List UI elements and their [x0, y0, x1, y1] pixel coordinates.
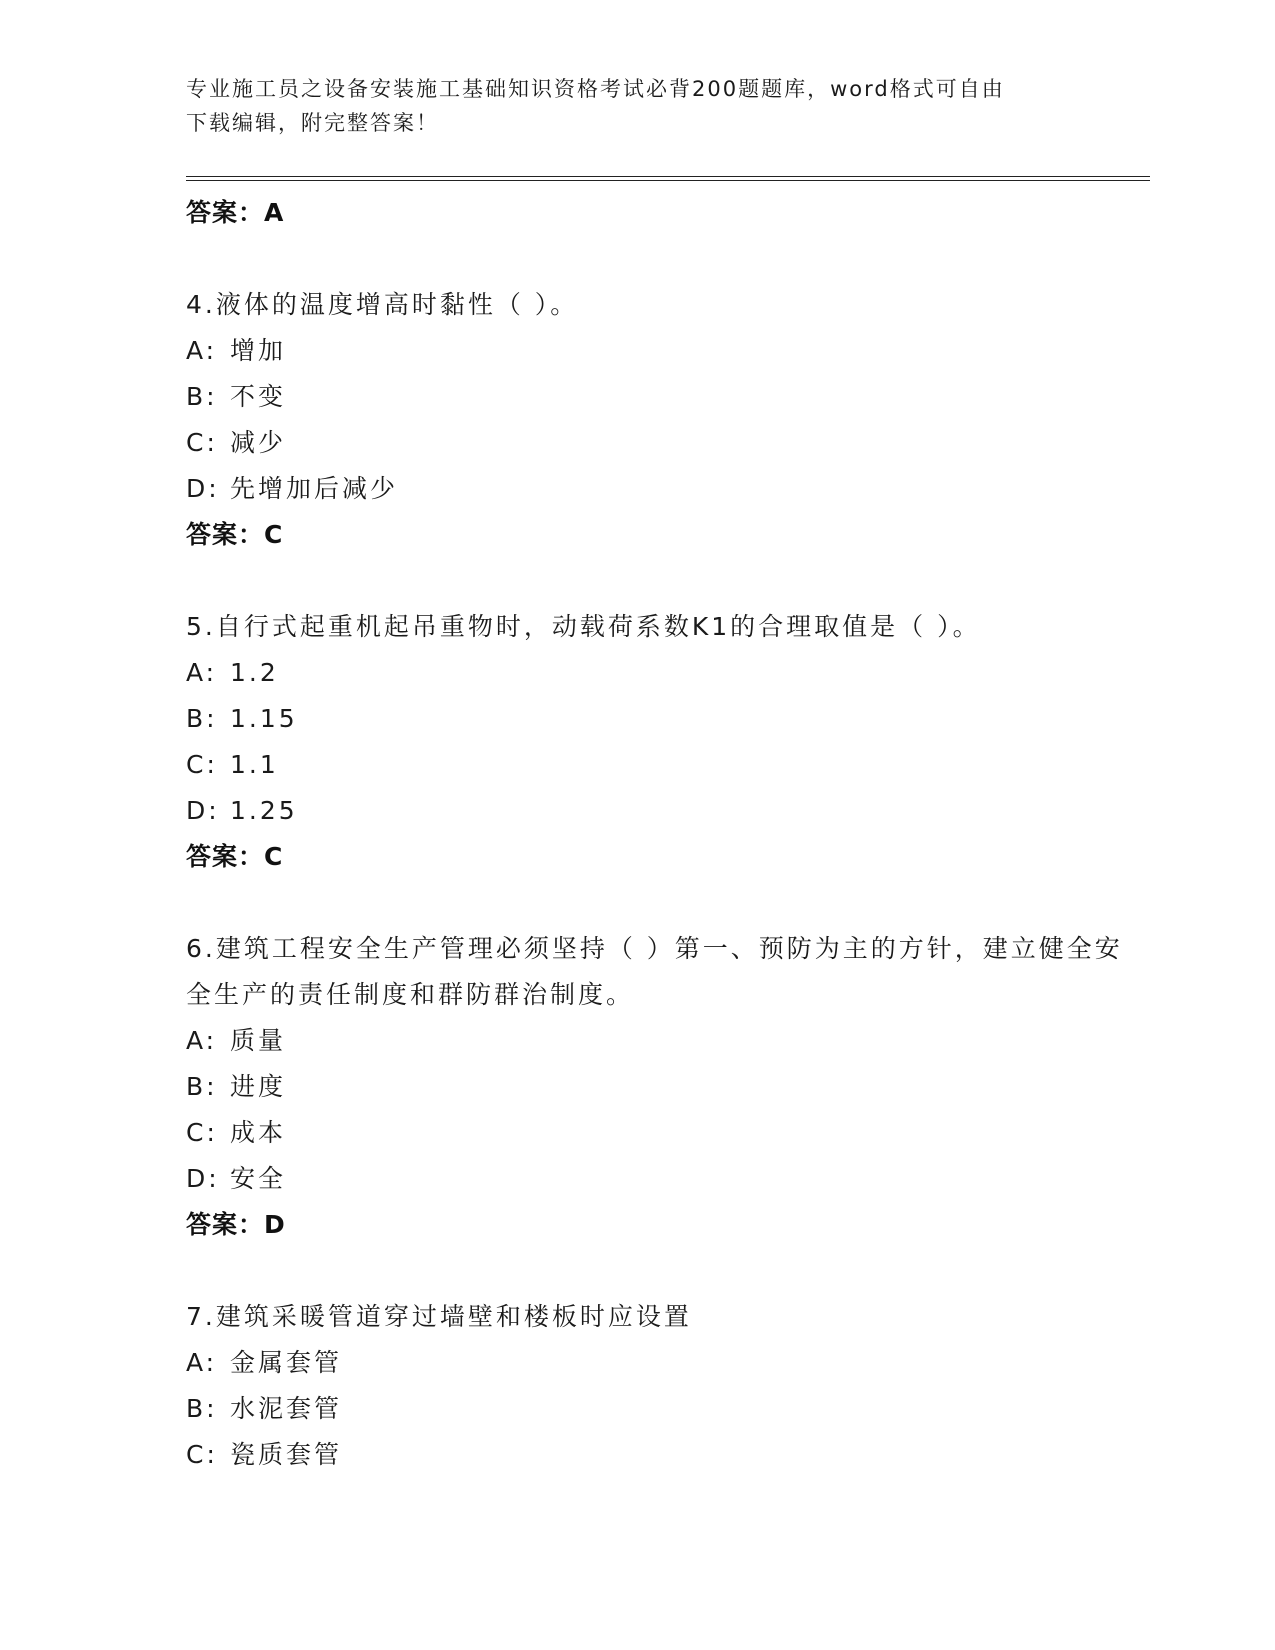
option-text: 减少: [230, 428, 287, 457]
option-key: C:: [186, 428, 218, 457]
header-divider: [186, 176, 1150, 181]
option-key: B:: [186, 1394, 218, 1423]
option-c: [186, 420, 1126, 466]
question-text: 5.自行式起重机起吊重物时，动载荷系数K1的合理取值是（ ）。: [186, 612, 981, 641]
option-key: C:: [186, 750, 218, 779]
option-key: D:: [186, 1164, 220, 1193]
header-line-2: 下载编辑，附完整答案！: [186, 111, 439, 135]
option-key: C:: [186, 1440, 218, 1469]
option-b: [186, 696, 1126, 742]
answer: [186, 834, 1126, 880]
option-key: B:: [186, 1072, 218, 1101]
question-text: 4.液体的温度增高时黏性（ ）。: [186, 290, 579, 319]
option-d: [186, 788, 1126, 834]
option-c: [186, 1110, 1126, 1156]
option-text: 进度: [230, 1072, 287, 1101]
option-text: 增加: [230, 336, 287, 365]
question-7: [186, 1294, 1126, 1478]
answer: [186, 1202, 1126, 1248]
option-key: D:: [186, 474, 220, 503]
answer-label: 答案：: [186, 1210, 265, 1239]
option-text: 1.1: [230, 750, 279, 779]
document-header: [186, 72, 1086, 140]
option-text: 先增加后减少: [230, 474, 399, 503]
option-b: [186, 1386, 1126, 1432]
answer-value: D: [264, 1210, 286, 1239]
option-text: 金属套管: [230, 1348, 343, 1377]
header-line-1: 专业施工员之设备安装施工基础知识资格考试必背200题题库，word格式可自由: [186, 77, 1005, 101]
option-a: [186, 328, 1126, 374]
option-b: [186, 1064, 1126, 1110]
answer-label: 答案：: [186, 842, 265, 871]
option-text: 1.2: [230, 658, 279, 687]
previous-answer: [186, 190, 1126, 236]
option-text: 1.25: [230, 796, 298, 825]
option-b: [186, 374, 1126, 420]
option-key: A:: [186, 336, 218, 365]
answer: [186, 512, 1126, 558]
answer-value: A: [264, 198, 285, 227]
option-key: B:: [186, 704, 218, 733]
option-d: [186, 466, 1126, 512]
answer-label: 答案：: [186, 520, 265, 549]
question-text: 6.建筑工程安全生产管理必须坚持（ ）第一、预防为主的方针，建立健全安全生产的责任制度和群防群治制度。: [186, 934, 1123, 1009]
option-text: 不变: [230, 382, 287, 411]
answer-label: 答案：: [186, 198, 265, 227]
option-text: 成本: [230, 1118, 287, 1147]
option-c: [186, 1432, 1126, 1478]
option-text: 水泥套管: [230, 1394, 343, 1423]
option-key: C:: [186, 1118, 218, 1147]
option-text: 瓷质套管: [230, 1440, 343, 1469]
option-key: A:: [186, 1348, 218, 1377]
question-4: [186, 282, 1126, 558]
question-6: [186, 926, 1126, 1248]
option-key: A:: [186, 658, 218, 687]
answer-value: C: [264, 842, 284, 871]
answer-value: C: [264, 520, 284, 549]
option-d: [186, 1156, 1126, 1202]
question-5: [186, 604, 1126, 880]
option-key: D:: [186, 796, 220, 825]
option-key: B:: [186, 382, 218, 411]
option-a: [186, 1340, 1126, 1386]
option-a: [186, 650, 1126, 696]
option-a: [186, 1018, 1126, 1064]
option-c: [186, 742, 1126, 788]
option-text: 安全: [230, 1164, 287, 1193]
question-text: 7.建筑采暖管道穿过墙壁和楼板时应设置: [186, 1302, 692, 1331]
option-key: A:: [186, 1026, 218, 1055]
option-text: 质量: [230, 1026, 287, 1055]
option-text: 1.15: [230, 704, 298, 733]
question-list: [186, 190, 1126, 1478]
